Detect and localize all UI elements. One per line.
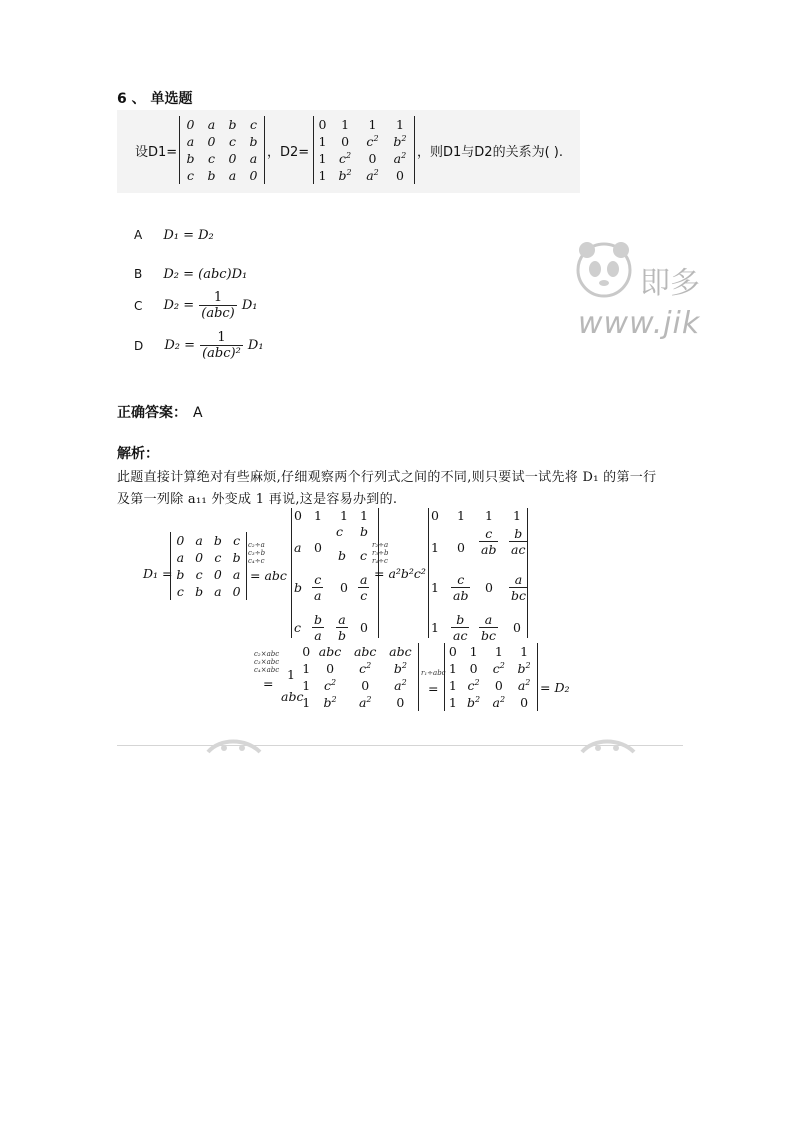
watermark-url: www.jik — [578, 306, 701, 341]
option-b[interactable] — [134, 263, 247, 282]
option-text: D₂ = (abc)D₁ — [163, 267, 248, 282]
option-a[interactable] — [134, 224, 214, 243]
option-c[interactable] — [134, 290, 257, 321]
d1-determinant: 0 a b c a 0 c b b c 0 a c b a 0 — [179, 116, 265, 184]
option-lhs: D₂ = — [164, 338, 196, 353]
question-stem-box — [117, 110, 580, 193]
column-op-2: c₂×abc c₃×abc c₄×abc — [254, 650, 280, 674]
option-fraction: $\frac{1}{\text{(abc)}}$ — [201, 290, 235, 321]
op3-prefix: abc — [281, 689, 304, 704]
derivation-det-1: 0 a b c a 0 c b b c 0 a c b a 0 — [170, 532, 247, 600]
op3-equals: = — [263, 676, 274, 691]
option-letter: C — [134, 298, 143, 313]
row-op-2: r₁÷abc — [421, 669, 446, 677]
answer-label: 正确答案： — [117, 405, 187, 421]
derivation-det-5: 0 1 1 1 1 0 $c^2$ $b^2$ 1 $c^2$ 0 $a^2$ 1 $b^2$ $a^2$ 0 — [444, 643, 538, 711]
option-letter: B — [134, 267, 143, 281]
option-fraction: $\frac{1}{\text{(abc)²}}$ — [202, 330, 241, 361]
d2-determinant: 0 1 1 1 1 0 $c^2$ $b^2$ 1 $c^2$ 0 $a^2$ 1 $b^2$ $a^2$ 0 — [313, 116, 415, 184]
answer-value: A — [193, 405, 203, 421]
column-op-1: c₂÷a c₃÷b c₄÷c — [248, 541, 266, 565]
analysis-line-1: 此题直接计算绝对有些麻烦,仔细观察两个行列式之间的不同,则只要试一试先将 D₁ 的第一行 — [117, 470, 657, 485]
option-rhs: D₁ — [241, 298, 258, 313]
analysis-line-2: 及第一列除 a₁₁ 外变成 1 再说,这是容易办到的. — [117, 492, 398, 507]
stem-prefix: 设D1= — [135, 145, 178, 160]
question-number: 6 、 单选题 — [117, 91, 193, 107]
option-lhs: D₂ = — [163, 298, 195, 313]
stem-suffix: ，则D1与D2的关系为( ). — [417, 145, 563, 160]
derivation-lhs: D₁ = — [143, 566, 173, 581]
option-letter: A — [134, 228, 143, 242]
derivation-result: = D₂ — [540, 680, 570, 695]
op4-equals: = — [428, 681, 439, 696]
row-op-1: r₂÷a r₃÷b r₄÷c — [372, 541, 389, 565]
stem-mid: ，D2= — [267, 145, 310, 160]
analysis-title: 解析： — [117, 446, 159, 462]
watermark-brand: 即多 — [640, 266, 700, 301]
panda-divider-icon — [580, 738, 636, 754]
option-d[interactable] — [134, 330, 264, 361]
option-text: D₁ = D₂ — [163, 228, 214, 243]
option-rhs: D₁ — [247, 338, 264, 353]
derivation-det-4: 0 abc abc abc 1 0 $c^2$ $b^2$ 1 $c^2$ 0 $a^2$ 1 $b^2$ $a^2$ 0 — [300, 643, 419, 711]
op2-factor: = a²b²c² — [374, 566, 426, 581]
panda-divider-icon — [206, 738, 262, 754]
op1-factor: = abc — [250, 568, 287, 583]
panda-watermark-icon — [574, 236, 636, 302]
option-letter: D — [134, 338, 144, 353]
correct-answer — [117, 402, 203, 422]
derivation-det-3: 0 1 1 1 1 0 $\frac{c}{ab}$ $\frac{b}{ac}$ 1 $\frac{c}{ab}$ 0 $\frac{a}{bc}$ 1 $\frac{b}{ac}$ $\frac{a}{bc}$ 0 — [428, 508, 528, 638]
derivation-det-2: 0 1 1 1 a 0 c b b c b $\frac{c}{a}$ 0 $\frac{a}{c}$ c $\frac{b}{a}$ $\frac{a}{b}$ 0 — [291, 508, 379, 638]
op3-prefix-top: 1 — [287, 667, 295, 682]
